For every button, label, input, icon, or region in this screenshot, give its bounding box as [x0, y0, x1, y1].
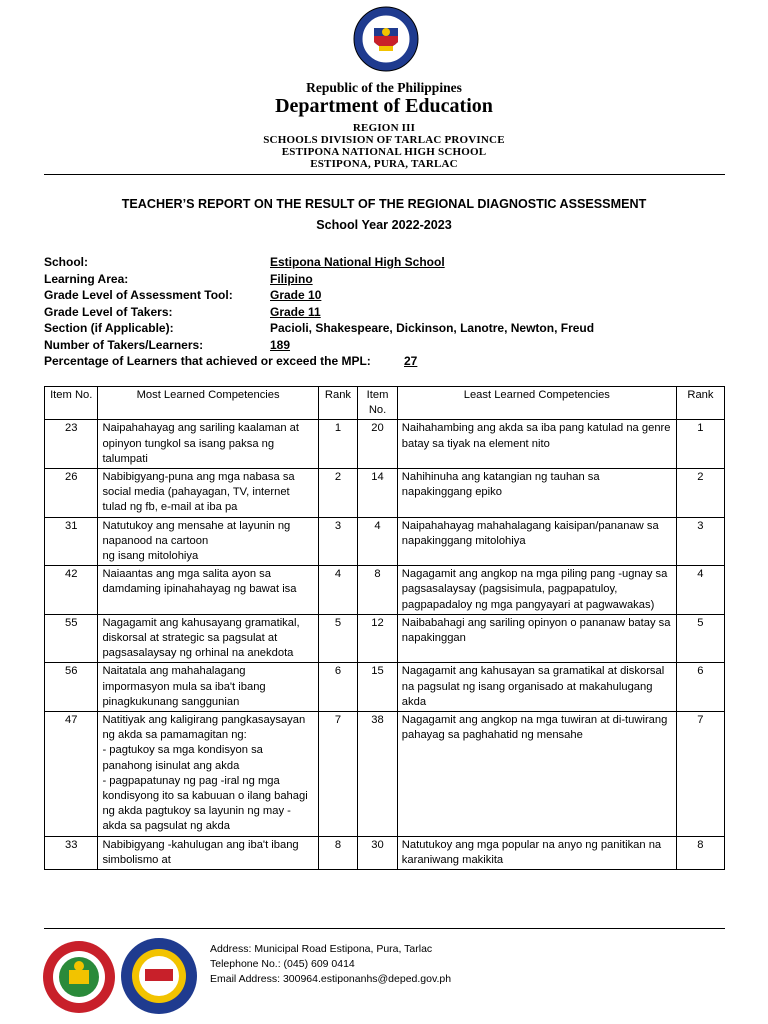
least-learned-cell: Naihahambing ang akda sa iba pang katulad na genre batay sa tiyak na element nito [397, 420, 676, 469]
table-row [45, 712, 725, 837]
table-row [45, 420, 725, 469]
info-label: Grade Level of Takers: [44, 304, 173, 319]
least-learned-cell: Nagagamit ang kahusayan sa gramatikal at diskorsal na pagsulat ng isang organisado at makahulugang akda [397, 663, 676, 712]
item-no-cell: 47 [45, 712, 98, 837]
table-header-row [45, 387, 725, 420]
most-learned-cell: Nabibigyang-puna ang mga nabasa sa social media (pahayagan, TV, internet tulad ng fb, e-mail at iba pa [98, 469, 318, 518]
school-year: School Year 2022-2023 [316, 218, 452, 232]
rank-cell: 2 [676, 469, 724, 518]
info-value: Grade 11 [270, 304, 321, 319]
table-row [45, 614, 725, 663]
info-value: 189 [270, 337, 291, 352]
item-no-cell: 55 [45, 614, 98, 663]
rank-cell: 1 [676, 420, 724, 469]
rank-cell: 5 [676, 614, 724, 663]
rank-cell: 8 [318, 836, 358, 869]
footer-email: Email Address: 300964.estiponanhs@deped.gov.ph [210, 973, 452, 985]
item-no-cell: 42 [45, 566, 98, 615]
item-no-cell: 12 [358, 614, 398, 663]
report-info [44, 255, 725, 375]
info-label: Learning Area: [44, 271, 129, 286]
item-no-cell: 4 [358, 517, 398, 566]
item-no-cell: 20 [358, 420, 398, 469]
info-label: School: [44, 255, 88, 269]
rank-cell: 6 [676, 663, 724, 712]
info-value: Grade 10 [270, 288, 322, 302]
header-most-learned: Most Learned Competencies [98, 387, 318, 420]
item-no-cell: 30 [358, 836, 398, 869]
item-no-cell: 23 [45, 420, 98, 469]
most-learned-cell: Natitiyak ang kaligirang pangkasaysayan ng akda sa pamamagitan ng: - pagtukoy sa mga kondisyon sa panahong isinulat ang akda - pagpapatunay ng pag -iral ng mga kondisyong ito sa kabuuan o ilang bahagi ng akda pagtukoy sa layunin ng may -akda sa pagsulat ng akda [98, 712, 318, 837]
rank-cell: 7 [318, 712, 358, 837]
school-logo-icon [120, 937, 198, 1015]
item-no-cell: 56 [45, 663, 98, 712]
rank-cell: 3 [318, 517, 358, 566]
rank-cell: 5 [318, 614, 358, 663]
table-row [45, 469, 725, 518]
header-least-learned: Least Learned Competencies [397, 387, 676, 420]
info-label: Percentage of Learners that achieved or exceed the MPL: [44, 354, 371, 368]
least-learned-cell: Naibabahagi ang sariling opinyon o pananaw batay sa napakinggan [397, 614, 676, 663]
header-item-no-2: Item No. [358, 387, 398, 420]
table-row [45, 836, 725, 869]
least-learned-cell: Naipahahayag mahahalagang kaisipan/pananaw sa napakinggang mitolohiya [397, 517, 676, 566]
info-value: 27 [404, 354, 418, 368]
info-label: Section (if Applicable): [44, 321, 174, 335]
header-item-no: Item No. [45, 387, 98, 420]
table-row [45, 566, 725, 615]
header-divider [44, 174, 725, 175]
info-value: Pacioli, Shakespeare, Dickinson, Lanotre, Newton, Freud [270, 321, 595, 335]
item-no-cell: 15 [358, 663, 398, 712]
footer-address: Address: Municipal Road Estipona, Pura, Tarlac [210, 943, 433, 955]
info-value: Estipona National High School [270, 255, 445, 269]
least-learned-cell: Natutukoy ang mga popular na anyo ng panitikan na karaniwang makikita [397, 836, 676, 869]
most-learned-cell: Nagagamit ang kahusayang gramatikal, diskorsal at strategic sa pagsulat at pagsasalaysay ng orhinal na anekdota [98, 614, 318, 663]
rank-cell: 3 [676, 517, 724, 566]
header-rank: Rank [318, 387, 358, 420]
division-line: SCHOOLS DIVISION OF TARLAC PROVINCE [263, 134, 505, 146]
rank-cell: 6 [318, 663, 358, 712]
most-learned-cell: Nabibigyang -kahulugan ang iba't ibang simbolismo at [98, 836, 318, 869]
item-no-cell: 31 [45, 517, 98, 566]
rank-cell: 4 [676, 566, 724, 615]
header-rank-2: Rank [676, 387, 724, 420]
item-no-cell: 14 [358, 469, 398, 518]
rank-cell: 7 [676, 712, 724, 837]
competencies-table [44, 386, 725, 870]
department-name: Department of Education [275, 95, 493, 117]
least-learned-cell: Nagagamit ang angkop na mga tuwiran at di-tuwirang pahayag sa paghahatid ng mensahe [397, 712, 676, 837]
least-learned-cell: Nagagamit ang angkop na mga piling pang -ugnay sa pagsasalaysay (pagsisimula, pagpapatuloy, pagpapadaloy ng mga pangyayari at pagwawakas) [397, 566, 676, 615]
info-label: Number of Takers/Learners: [44, 337, 204, 352]
most-learned-cell: Naipahahayag ang sariling kaalaman at opinyon tungkol sa isang paksa ng talumpati [98, 420, 318, 469]
info-label: Grade Level of Assessment Tool: [44, 288, 233, 302]
deped-seal-icon [353, 6, 419, 72]
footer-divider [44, 928, 725, 929]
item-no-cell: 33 [45, 836, 98, 869]
info-value: Filipino [270, 271, 313, 286]
rank-cell: 8 [676, 836, 724, 869]
location-line: ESTIPONA, PURA, TARLAC [310, 158, 458, 170]
school-line: ESTIPONA NATIONAL HIGH SCHOOL [281, 146, 487, 158]
table-row [45, 517, 725, 566]
rank-cell: 1 [318, 420, 358, 469]
footer-telephone: Telephone No.: (045) 609 0414 [210, 958, 355, 970]
report-title: TEACHER’S REPORT ON THE RESULT OF THE REGIONAL DIAGNOSTIC ASSESSMENT [121, 197, 647, 211]
rank-cell: 2 [318, 469, 358, 518]
most-learned-cell: Natutukoy ang mensahe at layunin ng napanood na cartoon ng isang mitolohiya [98, 517, 318, 566]
item-no-cell: 26 [45, 469, 98, 518]
table-row [45, 663, 725, 712]
republic-line: Republic of the Philippines [306, 80, 462, 95]
most-learned-cell: Naitatala ang mahahalagang impormasyon mula sa iba't ibang pinagkukunang sanggunian [98, 663, 318, 712]
item-no-cell: 8 [358, 566, 398, 615]
division-logo-icon [42, 940, 116, 1014]
most-learned-cell: Naiaantas ang mga salita ayon sa damdaming ipinahahayag ng bawat isa [98, 566, 318, 615]
rank-cell: 4 [318, 566, 358, 615]
item-no-cell: 38 [358, 712, 398, 837]
region-line: REGION III [352, 122, 416, 134]
least-learned-cell: Nahihinuha ang katangian ng tauhan sa napakinggang epiko [397, 469, 676, 518]
